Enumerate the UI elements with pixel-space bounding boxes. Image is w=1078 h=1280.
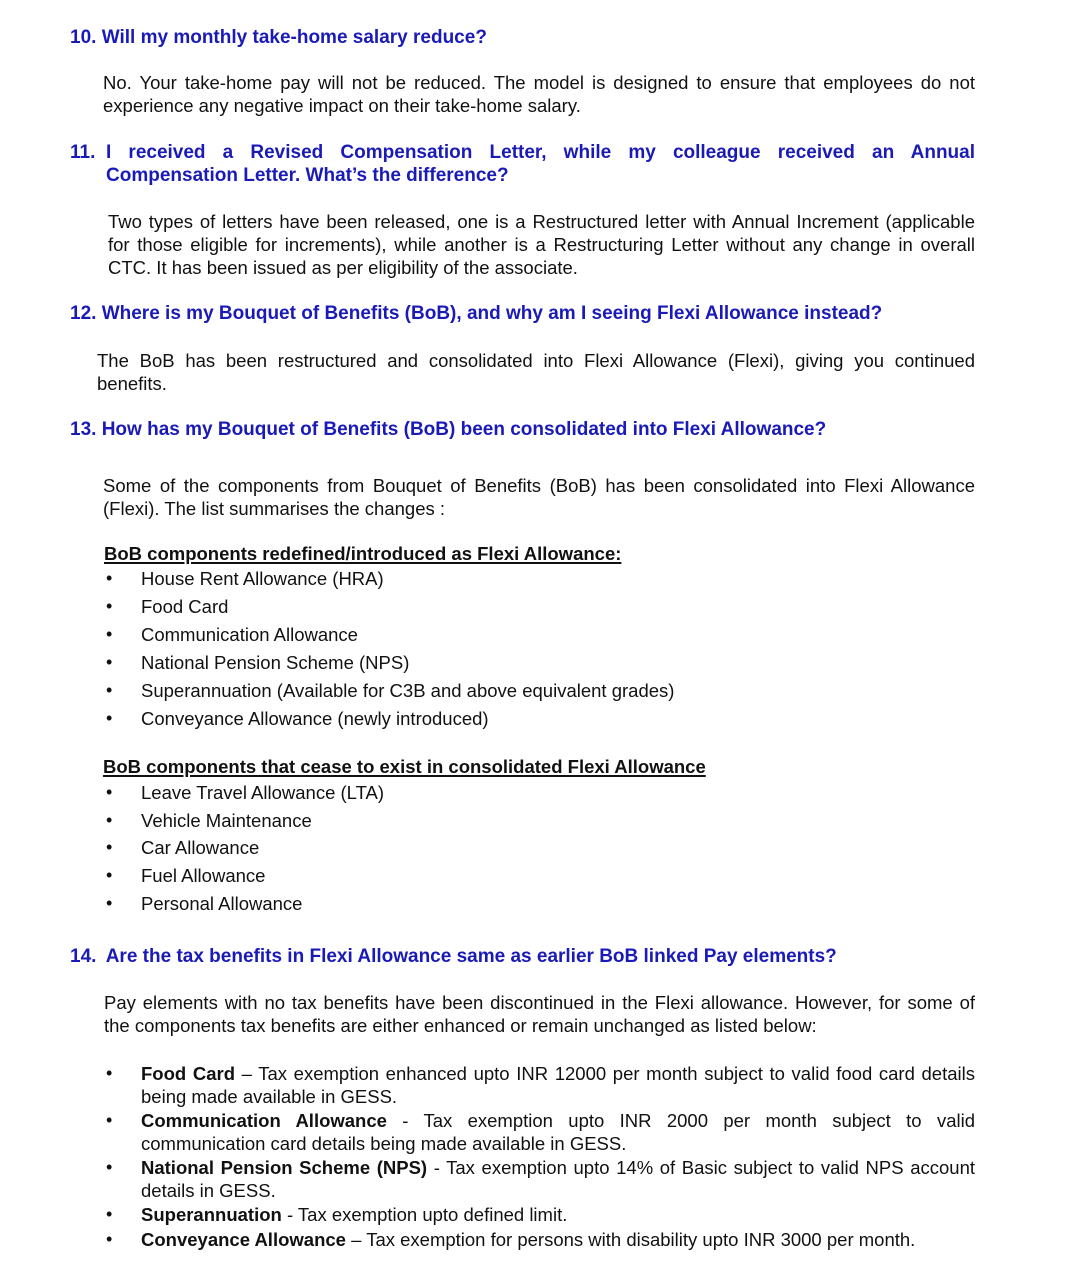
list-ceased [106,781,941,919]
question-text: Will my monthly take-home salary reduce? [101,27,487,48]
question-number: 14. [70,946,97,967]
list-tax-benefits [106,1062,975,1253]
benefit-term: Food Card [141,1063,235,1084]
faq-question-10 [70,26,975,49]
list-heading-redefined: BoB components redefined/introduced as Flexi Allowance: [104,543,622,564]
list-item: • National Pension Scheme (NPS) - Tax exemption upto 14% of Basic subject to valid NPS account details in GESS. [106,1157,975,1201]
faq-answer-14: Pay elements with no tax benefits have been discontinued in the Flexi allowance. However, for some of the components tax benefits are either enhanced or remain unchanged as listed below: [104,992,975,1036]
faq-answer-13: Some of the components from Bouquet of Benefits (BoB) has been consolidated into Flexi Allowance (Flexi). The list summarises the changes : [103,475,975,519]
question-number: 13. [70,419,97,440]
benefit-term: Superannuation [141,1204,282,1225]
list-item: • Food Card – Tax exemption enhanced upto INR 12000 per month subject to valid food card details being made available in GESS. [106,1063,975,1107]
question-text: Where is my Bouquet of Benefits (BoB), and why am I seeing Flexi Allowance instead? [101,303,883,324]
faq-answer-11: Two types of letters have been released, one is a Restructured letter with Annual Increment (applicable for those eligible for increments), while another is a Restructuring Letter without any change in overall CTC. It has been issued as per eligibility of the associate. [108,211,975,278]
list-item: • Conveyance Allowance (newly introduced) [106,708,489,729]
question-text: Are the tax benefits in Flexi Allowance same as earlier BoB linked Pay elements? [105,946,837,967]
benefit-term: National Pension Scheme (NPS) [141,1157,428,1178]
list-item: • Fuel Allowance [106,865,266,887]
list-item: • Leave Travel Allowance (LTA) [106,782,385,803]
faq-question-12 [70,302,975,325]
faq-question-14 [70,945,975,968]
faq-question-11 [70,141,975,187]
list-item: • Superannuation (Available for C3B and above equivalent grades) [106,680,675,701]
question-number: 12. [70,303,97,324]
list-item: • Communication Allowance - Tax exemption upto INR 2000 per month subject to valid communication card details being made available in GESS. [106,1110,975,1154]
list-item: • National Pension Scheme (NPS) [106,652,410,673]
faq-answer-10: No. Your take-home pay will not be reduced. The model is designed to ensure that employees do not experience any negative impact on their take-home salary. [103,72,975,116]
list-item: • Food Card [106,596,229,617]
faq-question-13 [70,418,975,441]
list-item: • Superannuation - Tax exemption upto defined limit. [106,1204,568,1225]
list-item: • Car Allowance [106,837,260,859]
question-number: 10. [70,27,97,48]
faq-answer-12: The BoB has been restructured and consolidated into Flexi Allowance (Flexi), giving you continued benefits. [97,350,975,394]
list-item: • Communication Allowance [106,624,358,645]
list-item: • House Rent Allowance (HRA) [106,568,384,589]
question-text: How has my Bouquet of Benefits (BoB) been consolidated into Flexi Allowance? [101,419,827,440]
list-heading-ceased: BoB components that cease to exist in consolidated Flexi Allowance [103,756,706,777]
list-redefined [106,567,941,735]
benefit-term: Communication Allowance [141,1110,387,1131]
benefit-term: Conveyance Allowance [141,1229,346,1250]
list-item: • Personal Allowance [106,892,303,914]
question-text: I received a Revised Compensation Letter, while my colleague received an Annual Compensation Letter. What’s the difference? [106,142,975,186]
list-item: • Conveyance Allowance – Tax exemption for persons with disability upto INR 3000 per month. [106,1229,916,1250]
list-item: • Vehicle Maintenance [106,809,312,831]
question-number: 11. [70,142,96,163]
